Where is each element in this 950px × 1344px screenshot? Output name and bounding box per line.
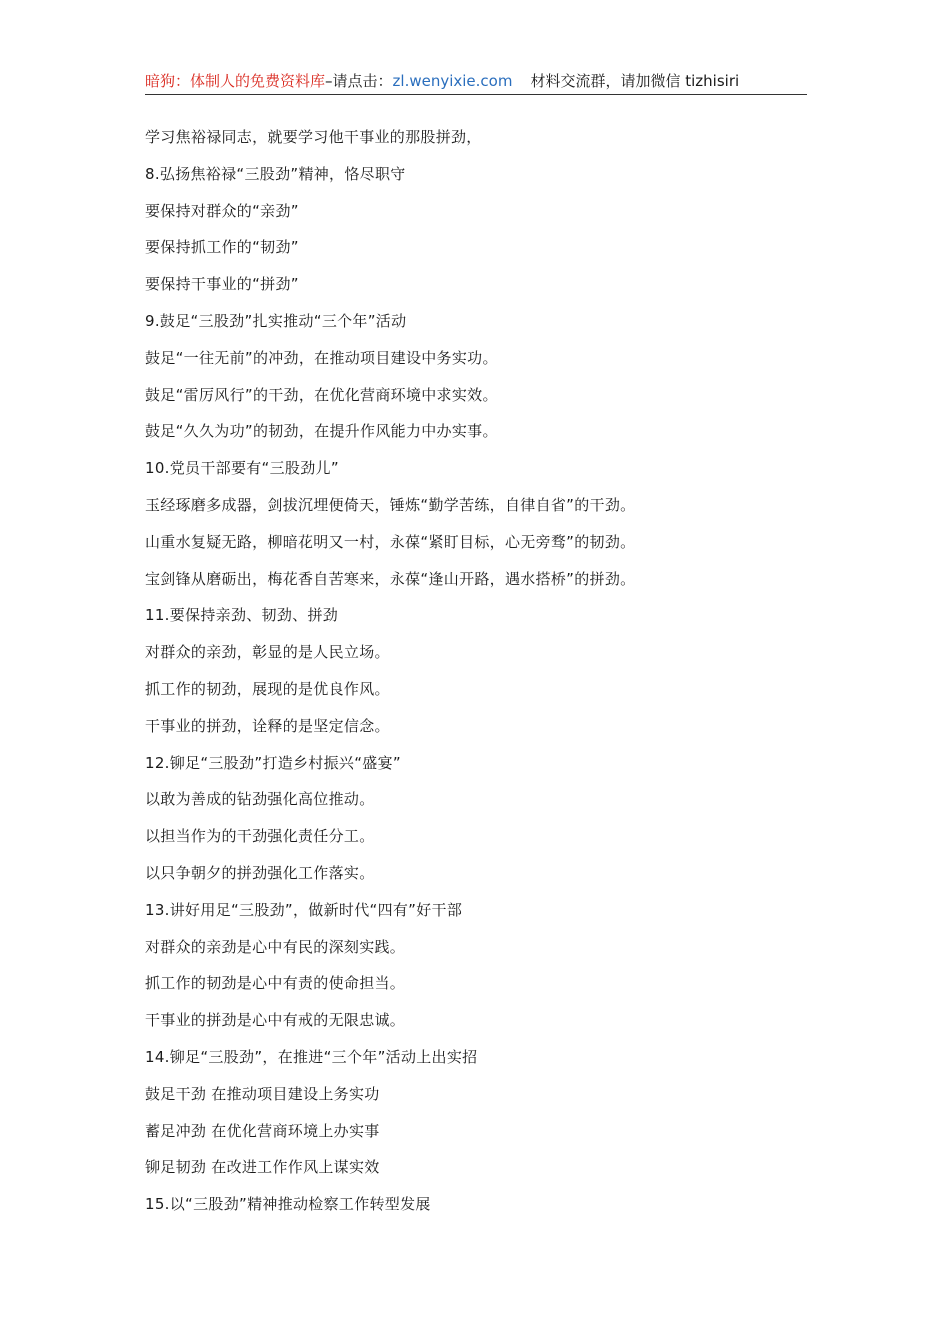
section-heading: 15.以“三股劲”精神推动检察工作转型发展 — [145, 1195, 431, 1214]
text-line: 要保持干事业的“拼劲” — [145, 275, 299, 294]
text-line: 对群众的亲劲，彰显的是人民立场。 — [145, 643, 390, 662]
text-line: 鼓足“雷厉风行”的干劲，在优化营商环境中求实效。 — [145, 385, 498, 404]
text-line: 抓工作的韧劲是心中有责的使命担当。 — [145, 974, 406, 993]
text-line: 抓工作的韧劲，展现的是优良作风。 — [145, 679, 390, 698]
text-line: 蓄足冲劲 在优化营商环境上办实事 — [145, 1121, 380, 1140]
text-line: 铆足韧劲 在改进工作作风上谋实效 — [145, 1158, 380, 1177]
section-heading: 13.讲好用足“三股劲”，做新时代“四有”好干部 — [145, 900, 463, 919]
header-prompt: –请点击： — [325, 72, 393, 90]
text-line: 干事业的拼劲，诠释的是坚定信念。 — [145, 716, 390, 735]
text-line: 以只争朝夕的拼劲强化工作落实。 — [145, 863, 375, 882]
text-line: 要保持抓工作的“韧劲” — [145, 238, 299, 257]
section-heading: 12.铆足“三股劲”打造乡村振兴“盛宴” — [145, 753, 401, 772]
section-heading: 14.铆足“三股劲”，在推进“三个年”活动上出实招 — [145, 1047, 478, 1066]
text-line: 以敢为善成的钻劲强化高位推动。 — [145, 790, 375, 809]
document-body — [145, 126, 825, 1230]
page-header — [145, 70, 807, 95]
text-line: 鼓足“久久为功”的韧劲，在提升作风能力中办实事。 — [145, 422, 498, 441]
text-line: 干事业的拼劲是心中有戒的无限忠诚。 — [145, 1011, 406, 1030]
text-line: 鼓足“一往无前”的冲劲，在推动项目建设中务实功。 — [145, 348, 498, 367]
text-line: 鼓足干劲 在推动项目建设上务实功 — [145, 1084, 380, 1103]
text-line: 玉经琢磨多成器，剑拔沉埋便倚天，锤炼“勤学苦练，自律自省”的干劲。 — [145, 495, 636, 514]
section-heading: 8.弘扬焦裕禄“三股劲”精神，恪尽职守 — [145, 164, 406, 183]
text-line: 山重水复疑无路，柳暗花明又一村，永葆“紧盯目标，心无旁骛”的韧劲。 — [145, 532, 636, 551]
section-heading: 11.要保持亲劲、韧劲、拼劲 — [145, 606, 339, 625]
text-line: 以担当作为的干劲强化责任分工。 — [145, 827, 375, 846]
text-line: 学习焦裕禄同志，就要学习他干事业的那股拼劲， — [145, 128, 482, 146]
text-line: 要保持对群众的“亲劲” — [145, 201, 299, 220]
section-heading: 10.党员干部要有“三股劲儿” — [145, 459, 339, 478]
text-line: 对群众的亲劲是心中有民的深刻实践。 — [145, 937, 406, 956]
header-group-info: 材料交流群，请加微信 tizhisiri — [530, 72, 740, 90]
header-brand: 暗狗：体制人的免费资料库 — [145, 72, 326, 90]
header-link[interactable]: zl.wenyixie.com — [392, 72, 513, 90]
text-line: 宝剑锋从磨砺出，梅花香自苦寒来，永葆“逢山开路，遇水搭桥”的拼劲。 — [145, 569, 636, 588]
section-heading: 9.鼓足“三股劲”扎实推动“三个年”活动 — [145, 311, 407, 330]
